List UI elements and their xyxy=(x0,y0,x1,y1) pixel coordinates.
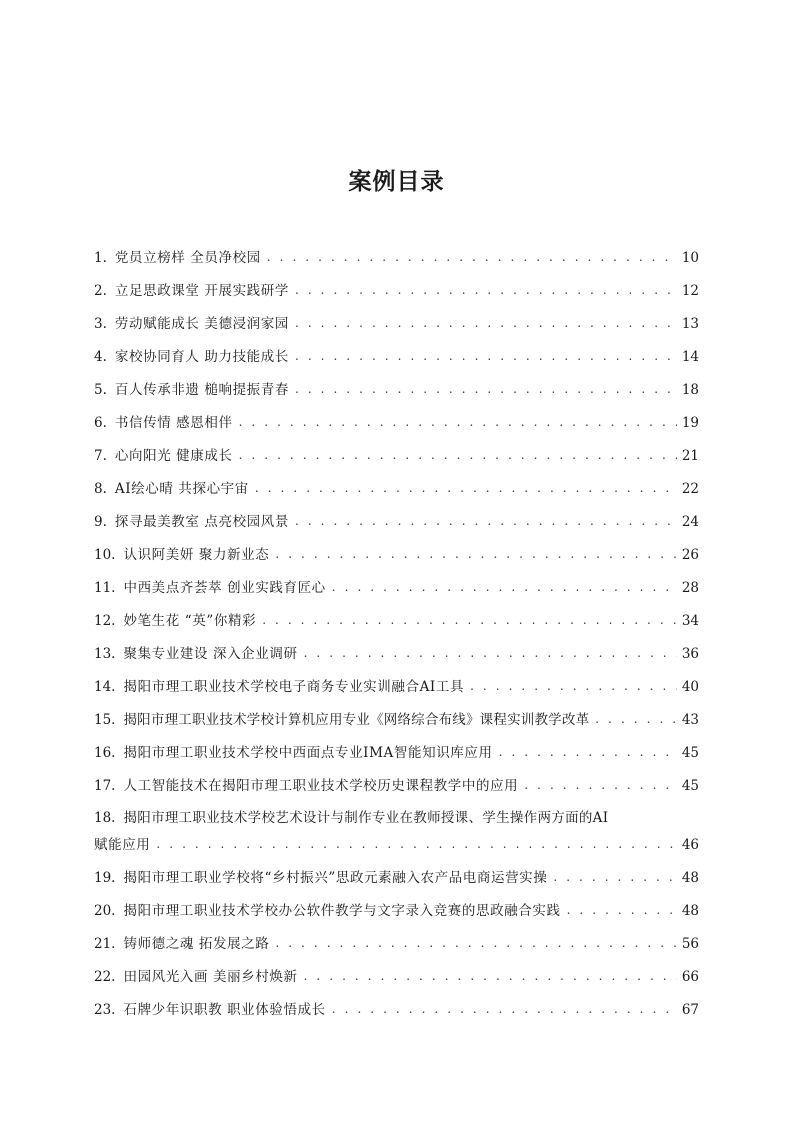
dot-leader xyxy=(295,345,677,367)
entry-title: 探寻最美教室 点亮校园风景 xyxy=(114,514,289,530)
entry-page-number: 34 xyxy=(681,613,699,629)
entry-number: 7. xyxy=(94,448,107,464)
entry-page-number: 28 xyxy=(681,580,699,596)
entry-title: 田园风光入画 美丽乡村焕新 xyxy=(123,969,298,985)
entry-page-number: 21 xyxy=(681,448,699,464)
entry-page-number: 48 xyxy=(681,870,699,886)
entry-page-number: 40 xyxy=(681,679,699,695)
entry-number: 23. xyxy=(94,1002,116,1018)
entry-number: 10. xyxy=(94,547,116,563)
entry-number: 1. xyxy=(94,250,107,266)
dot-leader xyxy=(239,411,677,433)
entry-page-number: 36 xyxy=(681,646,699,662)
entry-title: 揭阳市理工职业技术学校中西面点专业IMA智能知识库应用 xyxy=(123,745,493,761)
entry-page-number: 43 xyxy=(681,712,699,728)
entry-number: 17. xyxy=(94,778,116,794)
dot-leader xyxy=(553,866,677,888)
entry-title: 家校协同育人 助力技能成长 xyxy=(114,349,289,365)
entry-page-number: 19 xyxy=(681,415,699,431)
entry-title: AI绘心晴 共探心宇宙 xyxy=(114,481,249,497)
dot-leader xyxy=(470,675,677,697)
entry-title: 揭阳市理工职业技术学校办公软件教学与文字录入竞赛的思政融合实践 xyxy=(123,903,561,919)
entry-title: 百人传承非遗 槌响提振青春 xyxy=(114,382,289,398)
dot-leader xyxy=(304,642,677,664)
entry-number: 8. xyxy=(94,481,107,497)
entry-number: 15. xyxy=(94,712,116,728)
toc-entry[interactable] xyxy=(94,368,699,401)
toc-entry[interactable] xyxy=(94,922,699,955)
entry-number: 3. xyxy=(94,316,107,332)
entry-title: 铸师德之魂 拓发展之路 xyxy=(123,936,270,952)
dot-leader xyxy=(295,279,677,301)
entry-title: 揭阳市理工职业技术学校艺术设计与制作专业在教师授课、学生操作两方面的AI xyxy=(123,810,609,826)
entry-number: 16. xyxy=(94,745,116,761)
toc-entry[interactable] xyxy=(94,797,699,856)
toc-entry[interactable] xyxy=(94,856,699,889)
dot-leader xyxy=(262,609,677,631)
entry-title: 中西美点齐荟萃 创业实践育匠心 xyxy=(123,580,326,596)
entry-page-number: 14 xyxy=(681,349,699,365)
entry-title-continued: 赋能应用 xyxy=(94,837,151,853)
entry-number: 13. xyxy=(94,646,116,662)
toc-entry[interactable] xyxy=(94,955,699,988)
entry-title: 揭阳市理工职业学校将“乡村振兴”思政元素融入农产品电商运营实操 xyxy=(123,870,548,886)
toc-entry[interactable] xyxy=(94,764,699,797)
toc-entry[interactable] xyxy=(94,988,699,1021)
dot-leader xyxy=(524,774,677,796)
table-of-contents xyxy=(94,236,699,1021)
entry-title: 书信传情 感恩相伴 xyxy=(114,415,233,431)
toc-entry[interactable] xyxy=(94,665,699,698)
entry-number: 9. xyxy=(94,514,107,530)
toc-entry[interactable] xyxy=(94,236,699,269)
entry-page-number: 13 xyxy=(681,316,699,332)
dot-leader xyxy=(275,932,677,954)
toc-entry[interactable] xyxy=(94,269,699,302)
entry-number: 14. xyxy=(94,679,116,695)
entry-title: 聚集专业建设 深入企业调研 xyxy=(123,646,298,662)
dot-leader xyxy=(255,477,677,499)
entry-title: 妙笔生花 “英”你精彩 xyxy=(123,613,257,629)
entry-page-number: 67 xyxy=(681,1002,699,1018)
dot-leader xyxy=(295,378,677,400)
toc-entry[interactable] xyxy=(94,698,699,731)
dot-leader xyxy=(295,312,677,334)
entry-title: 立足思政课堂 开展实践研学 xyxy=(114,283,289,299)
entry-number: 22. xyxy=(94,969,116,985)
entry-number: 11. xyxy=(94,580,116,596)
dot-leader xyxy=(332,576,677,598)
page-title: 案例目录 xyxy=(348,168,445,195)
dot-leader xyxy=(156,833,677,855)
entry-title: 揭阳市理工职业技术学校计算机应用专业《网络综合布线》课程实训教学改革 xyxy=(123,712,590,728)
entry-page-number: 10 xyxy=(681,250,699,266)
toc-entry[interactable] xyxy=(94,500,699,533)
toc-entry[interactable] xyxy=(94,467,699,500)
entry-title: 党员立榜样 全员净校园 xyxy=(114,250,261,266)
toc-entry[interactable] xyxy=(94,401,699,434)
entry-page-number: 48 xyxy=(681,903,699,919)
toc-entry[interactable] xyxy=(94,731,699,764)
dot-leader xyxy=(595,708,677,730)
toc-entry[interactable] xyxy=(94,533,699,566)
dot-leader xyxy=(295,510,677,532)
dot-leader xyxy=(567,899,677,921)
entry-number: 2. xyxy=(94,283,107,299)
entry-number: 6. xyxy=(94,415,107,431)
dot-leader xyxy=(332,998,677,1020)
entry-title: 揭阳市理工职业技术学校电子商务专业实训融合AI工具 xyxy=(123,679,465,695)
dot-leader xyxy=(267,246,677,268)
entry-page-number: 18 xyxy=(681,382,699,398)
toc-entry[interactable] xyxy=(94,434,699,467)
toc-entry[interactable] xyxy=(94,566,699,599)
toc-entry[interactable] xyxy=(94,599,699,632)
toc-entry[interactable] xyxy=(94,632,699,665)
entry-number: 21. xyxy=(94,936,116,952)
toc-entry[interactable] xyxy=(94,302,699,335)
entry-title: 石牌少年识职教 职业体验悟成长 xyxy=(123,1002,326,1018)
entry-number: 20. xyxy=(94,903,116,919)
entry-page-number: 22 xyxy=(681,481,699,497)
entry-title: 认识阿美妍 聚力新业态 xyxy=(123,547,270,563)
entry-page-number: 45 xyxy=(681,778,699,794)
entry-page-number: 26 xyxy=(681,547,699,563)
entry-page-number: 12 xyxy=(681,283,699,299)
dot-leader xyxy=(304,965,677,987)
dot-leader xyxy=(275,543,677,565)
entry-number: 4. xyxy=(94,349,107,365)
entry-number: 19. xyxy=(94,870,116,886)
entry-page-number: 66 xyxy=(681,969,699,985)
entry-page-number: 46 xyxy=(681,837,699,853)
entry-page-number: 45 xyxy=(681,745,699,761)
entry-number: 5. xyxy=(94,382,107,398)
entry-title: 心向阳光 健康成长 xyxy=(114,448,233,464)
entry-page-number: 24 xyxy=(681,514,699,530)
dot-leader xyxy=(499,741,677,763)
toc-entry[interactable] xyxy=(94,889,699,922)
entry-page-number: 56 xyxy=(681,936,699,952)
toc-entry[interactable] xyxy=(94,335,699,368)
entry-title: 人工智能技术在揭阳市理工职业技术学校历史课程教学中的应用 xyxy=(123,778,519,794)
dot-leader xyxy=(239,444,677,466)
entry-title: 劳动赋能成长 美德浸润家园 xyxy=(114,316,289,332)
entry-number: 18. xyxy=(94,810,116,826)
entry-number: 12. xyxy=(94,613,116,629)
